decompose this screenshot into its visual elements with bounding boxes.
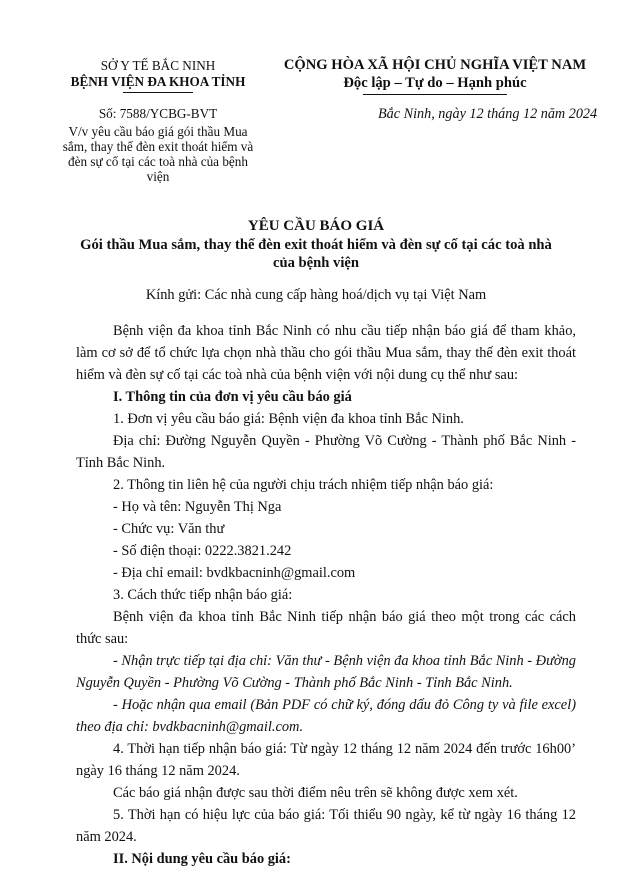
motto-underline: [363, 94, 507, 95]
place-and-date: Bắc Ninh, ngày 12 tháng 12 năm 2024: [378, 106, 598, 122]
contact-role: - Chức vụ: Văn thư: [113, 521, 225, 537]
subject-line-4: viện: [146, 169, 170, 184]
issuing-agency: SỞ Y TẾ BẮC NINH: [100, 58, 216, 73]
section-1-heading: I. Thông tin của đơn vị yêu cầu báo giá: [113, 389, 352, 405]
contact-name: - Họ và tên: Nguyễn Thị Nga: [113, 499, 282, 515]
submission-deadline: 4. Thời hạn tiếp nhận báo giá: Từ ngày 12 tháng 12 năm 2024 đến trước 16h00’ ngày 16 tháng 12 năm 2024.: [76, 741, 576, 779]
intro-paragraph: Bệnh viện đa khoa tỉnh Bắc Ninh có nhu cầu tiếp nhận báo giá để tham khảo, làm cơ sở để tổ chức lựa chọn nhà thầu cho gói thầu Mua sắm, thay thế đèn exit thoát hiểm và đèn sự cố tại các toà nhà của bệnh viện với nội dung cụ thể như sau:: [76, 323, 576, 383]
subject-line-2: sắm, thay thế đèn exit thoát hiểm và: [62, 139, 254, 154]
requesting-unit: 1. Đơn vị yêu cầu báo giá: Bệnh viện đa khoa tỉnh Bắc Ninh.: [113, 411, 464, 427]
receiving-method-heading: 3. Cách thức tiếp nhận báo giá:: [113, 587, 293, 603]
package-title-line-2: của bệnh viện: [273, 255, 359, 271]
national-motto: Độc lập – Tự do – Hạnh phúc: [343, 75, 527, 91]
recipient-line: Kính gửi: Các nhà cung cấp hàng hoá/dịch vụ tại Việt Nam: [145, 287, 487, 303]
unit-address: Địa chỉ: Đường Nguyễn Quyền - Phường Võ Cường - Thành phố Bắc Ninh - Tỉnh Bắc Ninh.: [76, 433, 576, 471]
document-title: YÊU CẦU BÁO GIÁ: [247, 218, 385, 234]
quote-validity: 5. Thời hạn có hiệu lực của báo giá: Tối thiểu 90 ngày, kể từ ngày 16 tháng 12 năm 2024.: [76, 807, 576, 845]
method-email-delivery: - Hoặc nhận qua email (Bản PDF có chữ ký, đóng dấu đỏ Công ty và file excel) theo địa chỉ: bvdkbacninh@gmail.com.: [76, 697, 576, 735]
late-submission-note: Các báo giá nhận được sau thời điểm nêu trên sẽ không được xem xét.: [113, 785, 518, 801]
country-name: CỘNG HÒA XÃ HỘI CHỦ NGHĨA VIỆT NAM: [283, 57, 587, 73]
package-title-line-1: Gói thầu Mua sắm, thay thế đèn exit thoát hiểm và đèn sự cố tại các toà nhà: [80, 237, 552, 253]
section-2-heading: II. Nội dung yêu cầu báo giá:: [113, 851, 291, 867]
subject-line-3: đèn sự cố tại các toà nhà của bệnh: [68, 154, 248, 169]
method-direct-delivery: - Nhận trực tiếp tại địa chỉ: Văn thư - Bệnh viện đa khoa tỉnh Bắc Ninh - Đường Nguyễn Quyền - Phường Võ Cường - Thành phố Bắc Ninh - Tỉnh Bắc Ninh.: [76, 653, 576, 691]
hospital-underline: [123, 92, 193, 93]
contact-phone: - Số điện thoại: 0222.3821.242: [113, 543, 292, 559]
receiving-method-intro: Bệnh viện đa khoa tỉnh Bắc Ninh tiếp nhận báo giá theo một trong các cách thức sau:: [76, 609, 576, 647]
hospital-name: BỆNH VIỆN ĐA KHOA TỈNH: [70, 74, 246, 89]
contact-info-heading: 2. Thông tin liên hệ của người chịu trách nhiệm tiếp nhận báo giá:: [113, 477, 494, 493]
subject-line-1: V/v yêu cầu báo giá gói thầu Mua: [68, 124, 248, 139]
document-number: Số: 7588/YCBG-BVT: [98, 106, 218, 121]
contact-email: - Địa chỉ email: bvdkbacninh@gmail.com: [113, 565, 356, 581]
